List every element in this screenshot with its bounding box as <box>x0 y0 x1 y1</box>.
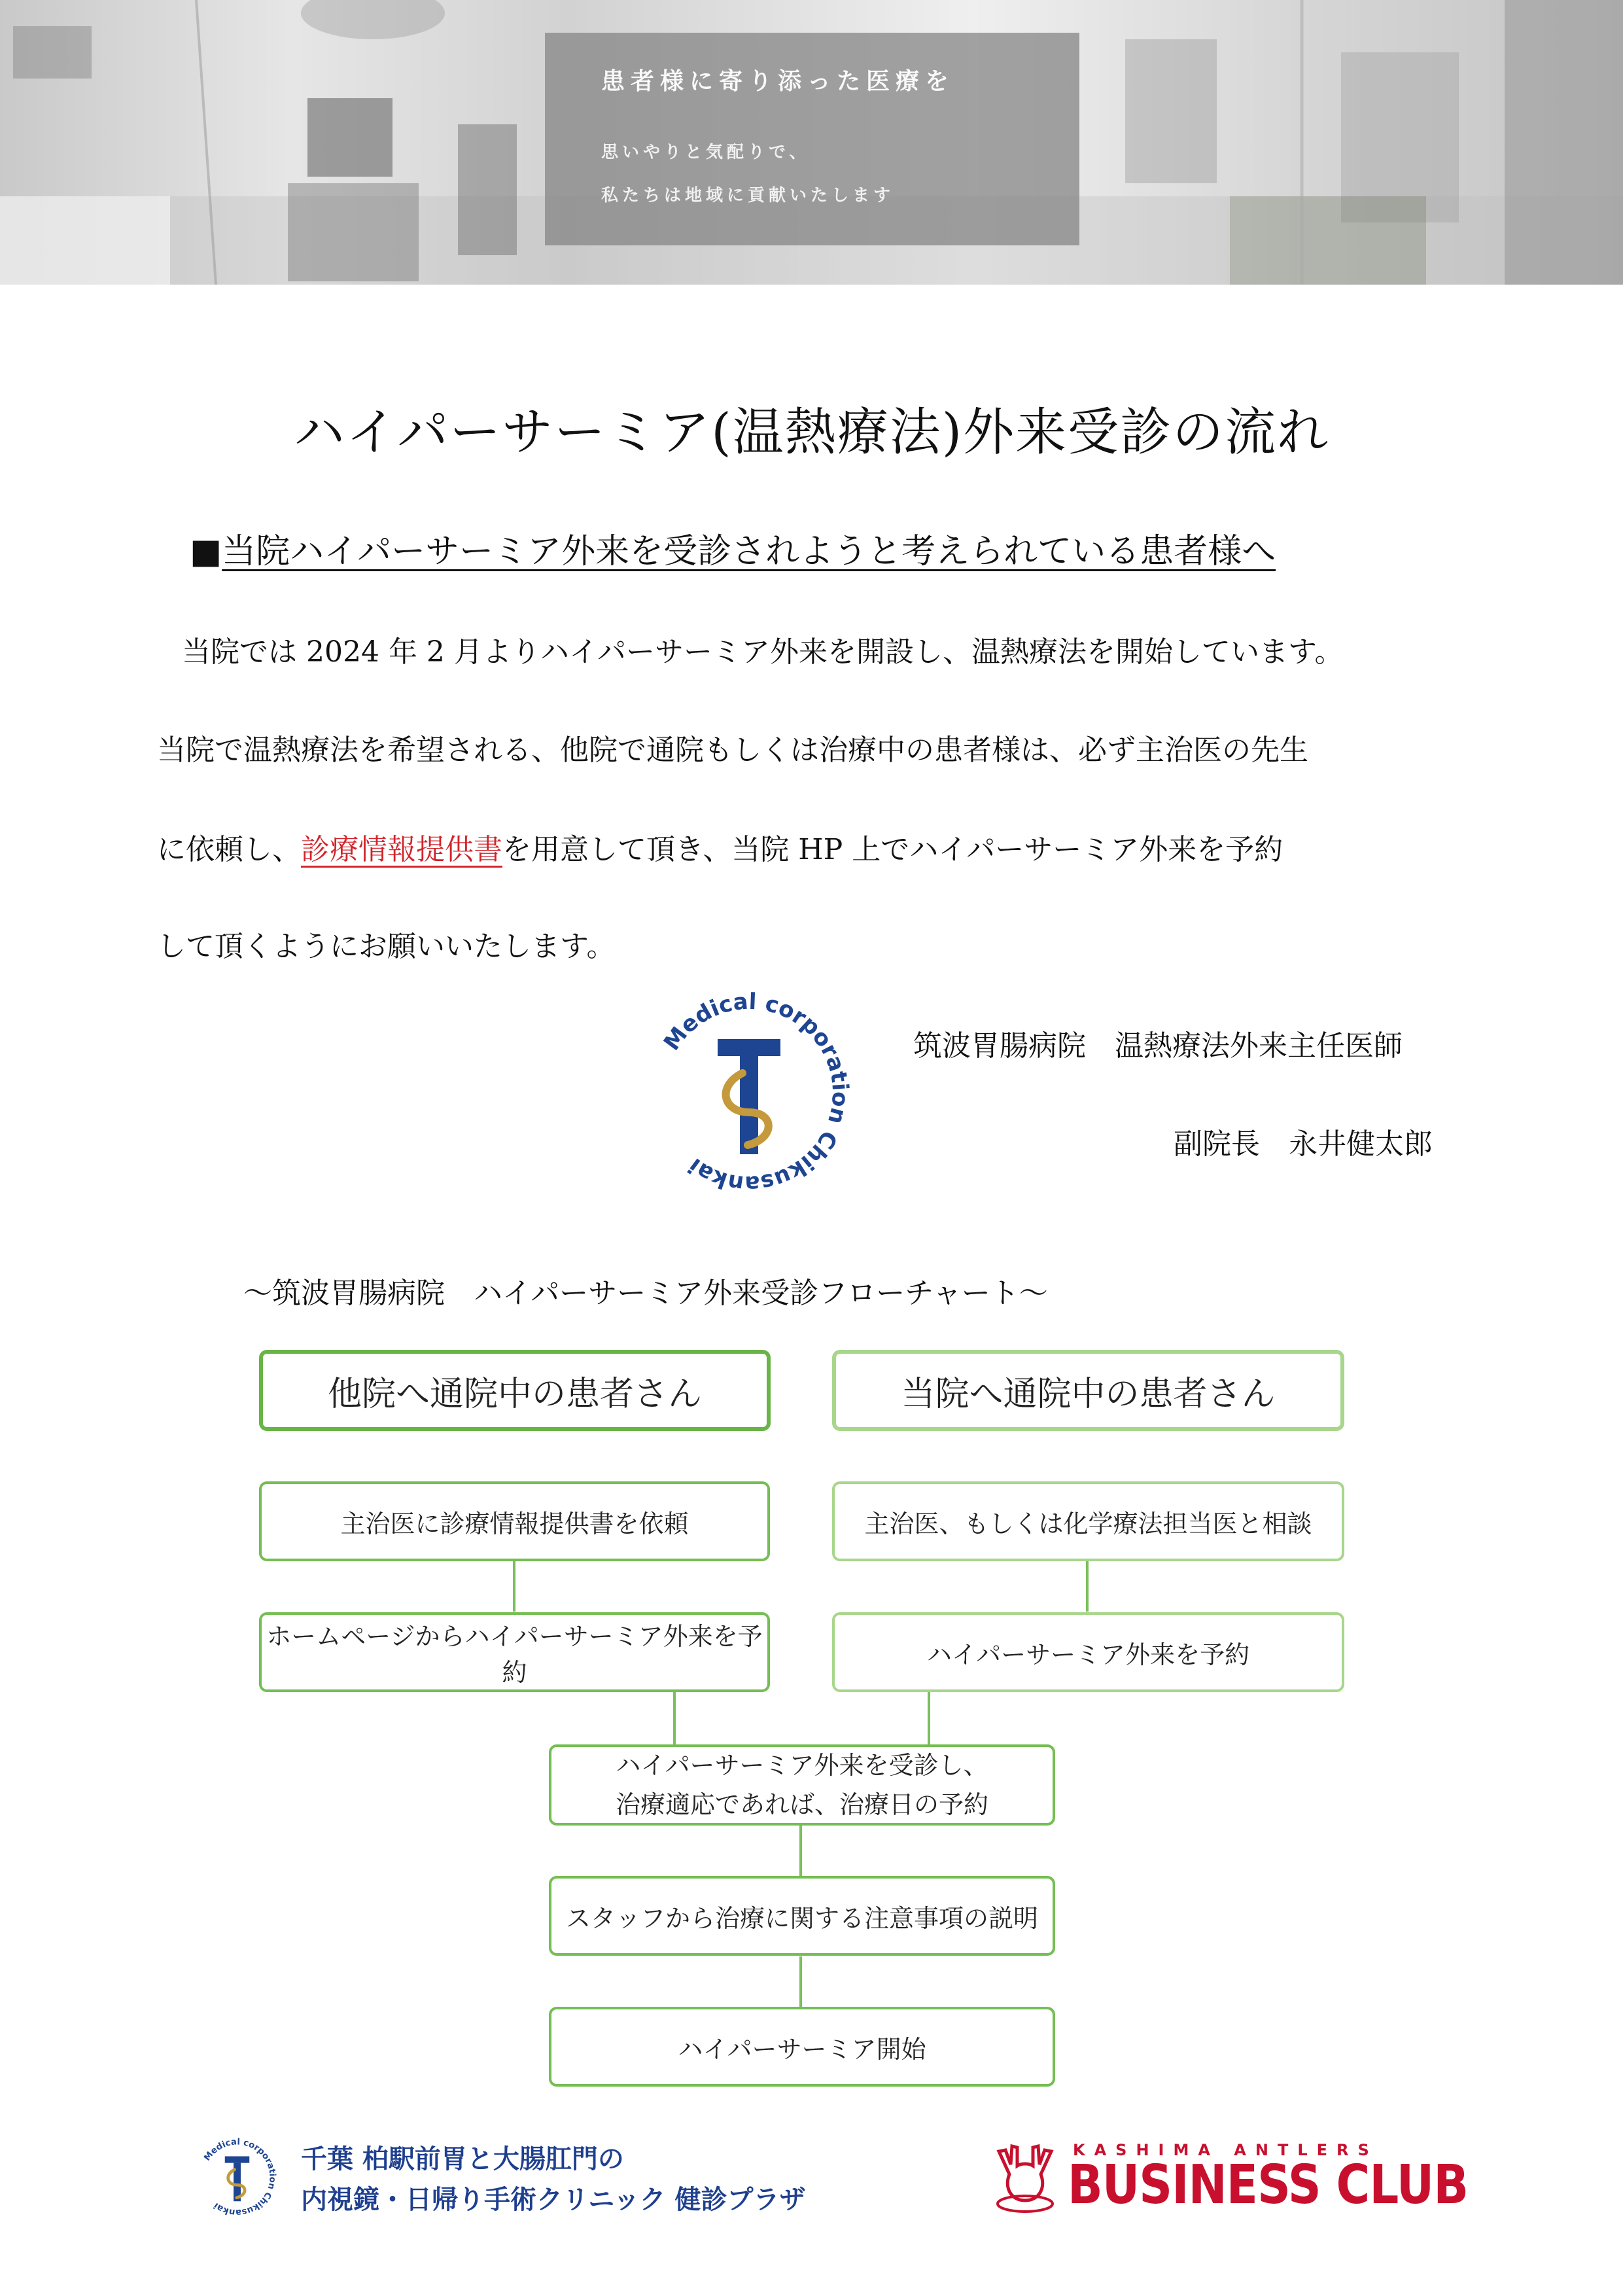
logo-ring-text: Medical corporation Chikusankai <box>658 988 854 1197</box>
connector-left-1 <box>513 1561 515 1612</box>
flow-left-step-1: 主治医に診療情報提供書を依頼 <box>259 1481 770 1561</box>
footer-clinic-line-2: 内視鏡・日帰り手術クリニック 健診プラザ <box>301 2185 806 2215</box>
signature-title: 筑波胃腸病院 温熱療法外来主任医師 <box>913 1029 1403 1063</box>
header-banner <box>0 0 1623 285</box>
body-line-3-after: を用意して頂き、当院 HP 上でハイパーサーミア外来を予約 <box>502 833 1283 866</box>
signature-name: 副院長 永井健太郎 <box>1174 1127 1433 1161</box>
logo-small-ring-text: Medical corporation Chikusankai <box>202 2137 277 2217</box>
banner-message-box <box>545 33 1079 245</box>
banner-headline: 患者様に寄り添った医療を <box>601 68 955 95</box>
flow-right-step-2: ハイパーサーミア外来を予約 <box>832 1612 1344 1692</box>
connector-right-1 <box>1086 1561 1089 1612</box>
flow-header-our-hospital: 当院へ通院中の患者さん <box>832 1350 1344 1431</box>
banner-sub-line-2: 私たちは地域に貢献いたします <box>601 186 895 205</box>
body-line-3-before: に依頼し、 <box>157 833 301 866</box>
flow-header-other-hospital: 他院へ通院中の患者さん <box>259 1350 771 1431</box>
connector-center-2 <box>799 1956 802 2009</box>
body-line-3 <box>157 826 1283 868</box>
section-heading <box>190 523 1276 573</box>
connector-left-2 <box>673 1691 676 1746</box>
heading-marker: ■ <box>190 532 222 571</box>
heading-text: 当院ハイパーサーミア外来を受診されようと考えられている患者様へ <box>222 532 1276 571</box>
connector-right-2 <box>928 1691 930 1746</box>
flow-consultation-line-1: ハイパーサーミア外来を受診し、 <box>616 1751 988 1780</box>
flowchart-title: ～筑波胃腸病院 ハイパーサーミア外来受診フローチャート～ <box>243 1277 1048 1310</box>
antlers-deer-emblem-icon <box>985 2138 1066 2217</box>
page-title: ハイパーサーミア(温熱療法)外来受診の流れ <box>293 403 1330 462</box>
banner-sub-line-1: 思いやりと気配りで、 <box>601 143 811 162</box>
footer-clinic-line-1: 千葉 柏駅前胃と大腸肛門の <box>301 2144 624 2174</box>
club-top-label: KASHIMA ANTLERS <box>1073 2141 1378 2159</box>
club-main-label: BUSINESS CLUB <box>1068 2154 1469 2216</box>
flow-staff-explanation-step: スタッフから治療に関する注意事項の説明 <box>549 1876 1055 1956</box>
flow-consultation-line-2: 治療適応であれば、治療日の予約 <box>615 1790 988 1819</box>
flow-right-step-1: 主治医、もしくは化学療法担当医と相談 <box>832 1481 1344 1561</box>
body-line-4: して頂くようにお願いいたします。 <box>157 930 616 963</box>
referral-document-highlight: 診療情報提供書 <box>301 833 502 866</box>
body-line-2: 当院で温熱療法を希望される、他院で通院もしくは治療中の患者様は、必ず主治医の先生 <box>157 733 1308 767</box>
flow-left-step-2: ホームページからハイパーサーミア外来を予約 <box>259 1612 770 1692</box>
connector-center-1 <box>799 1826 802 1878</box>
body-line-1: 当院では 2024 年 2 月よりハイパーサーミア外来を開設し、温熱療法を開始しています。 <box>182 635 1344 669</box>
chikusankai-logo <box>644 988 854 1197</box>
flow-consultation-step <box>549 1744 1055 1826</box>
flow-start-step: ハイパーサーミア開始 <box>549 2007 1055 2087</box>
chikusankai-logo-small <box>196 2136 278 2218</box>
